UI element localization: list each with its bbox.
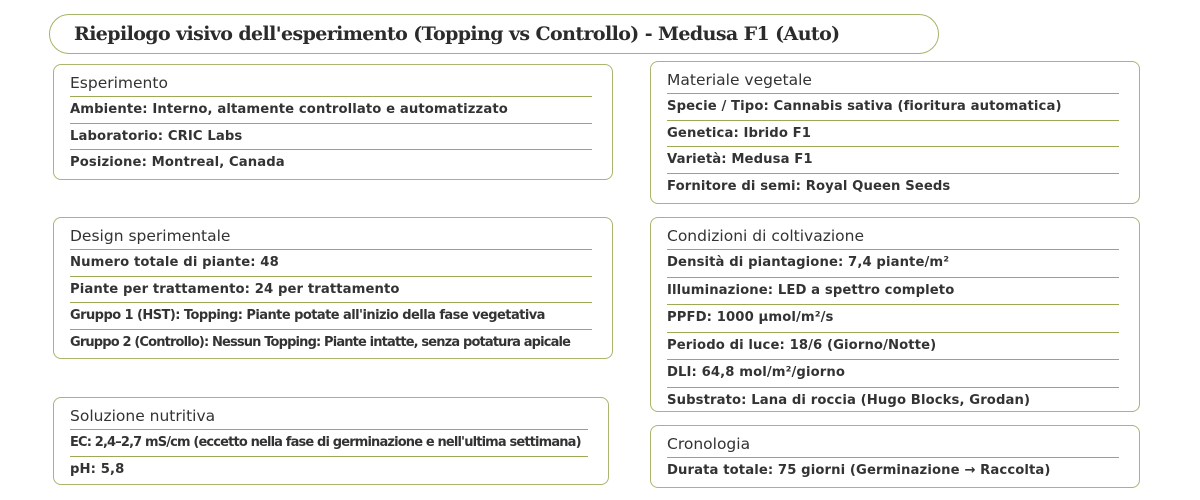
info-row-genetica: Genetica: Ibrido F1 bbox=[667, 121, 1119, 148]
card-condizioni-coltivazione bbox=[650, 217, 1140, 412]
card-esperimento bbox=[53, 64, 613, 180]
card-title: Condizioni di coltivazione bbox=[667, 224, 1119, 250]
info-row-periodo-luce: Periodo di luce: 18/6 (Giorno/Notte) bbox=[667, 333, 1119, 361]
page-title-banner bbox=[49, 14, 939, 54]
card-title: Cronologia bbox=[667, 432, 1119, 458]
card-title: Esperimento bbox=[70, 71, 592, 97]
card-soluzione-nutritiva bbox=[53, 397, 609, 485]
info-row-densita: Densità di piantagione: 7,4 piante/m² bbox=[667, 250, 1119, 278]
info-row-varieta: Varietà: Medusa F1 bbox=[667, 147, 1119, 174]
info-row-laboratorio: Laboratorio: CRIC Labs bbox=[70, 124, 592, 151]
info-row-specie: Specie / Tipo: Cannabis sativa (fioritura automatica) bbox=[667, 94, 1119, 121]
info-row-substrato: Substrato: Lana di roccia (Hugo Blocks, Grodan) bbox=[667, 392, 1031, 408]
info-row-numero-piante: Numero totale di piante: 48 bbox=[70, 250, 592, 277]
info-row-gruppo-2: Gruppo 2 (Controllo): Nessun Topping: Piante intatte, senza potatura apicale bbox=[70, 334, 571, 350]
info-row-ppfd: PPFD: 1000 µmol/m²/s bbox=[667, 305, 1119, 333]
card-title: Materiale vegetale bbox=[667, 68, 1119, 94]
card-title: Soluzione nutritiva bbox=[70, 404, 588, 430]
info-row-gruppo-1: Gruppo 1 (HST): Topping: Piante potate all'inizio della fase vegetativa bbox=[70, 303, 592, 330]
card-cronologia bbox=[650, 425, 1140, 488]
card-title: Design sperimentale bbox=[70, 224, 592, 250]
info-row-piante-trattamento: Piante per trattamento: 24 per trattamento bbox=[70, 277, 592, 304]
info-row-durata: Durata totale: 75 giorni (Germinazione → Raccolta) bbox=[667, 463, 1051, 478]
info-row-posizione: Posizione: Montreal, Canada bbox=[70, 155, 285, 170]
info-row-ph: pH: 5,8 bbox=[70, 461, 125, 477]
info-row-illuminazione: Illuminazione: LED a spettro completo bbox=[667, 278, 1119, 306]
info-row-dli: DLI: 64,8 mol/m²/giorno bbox=[667, 360, 1119, 388]
card-design-sperimentale bbox=[53, 217, 613, 359]
info-row-ambiente: Ambiente: Interno, altamente controllato e automatizzato bbox=[70, 97, 592, 124]
card-materiale-vegetale bbox=[650, 61, 1140, 204]
info-row-fornitore: Fornitore di semi: Royal Queen Seeds bbox=[667, 178, 951, 194]
info-row-ec: EC: 2,4–2,7 mS/cm (eccetto nella fase di germinazione e nell'ultima settimana) bbox=[70, 430, 588, 457]
page-title: Riepilogo visivo dell'esperimento (Topping vs Controllo) - Medusa F1 (Auto) bbox=[74, 23, 840, 45]
